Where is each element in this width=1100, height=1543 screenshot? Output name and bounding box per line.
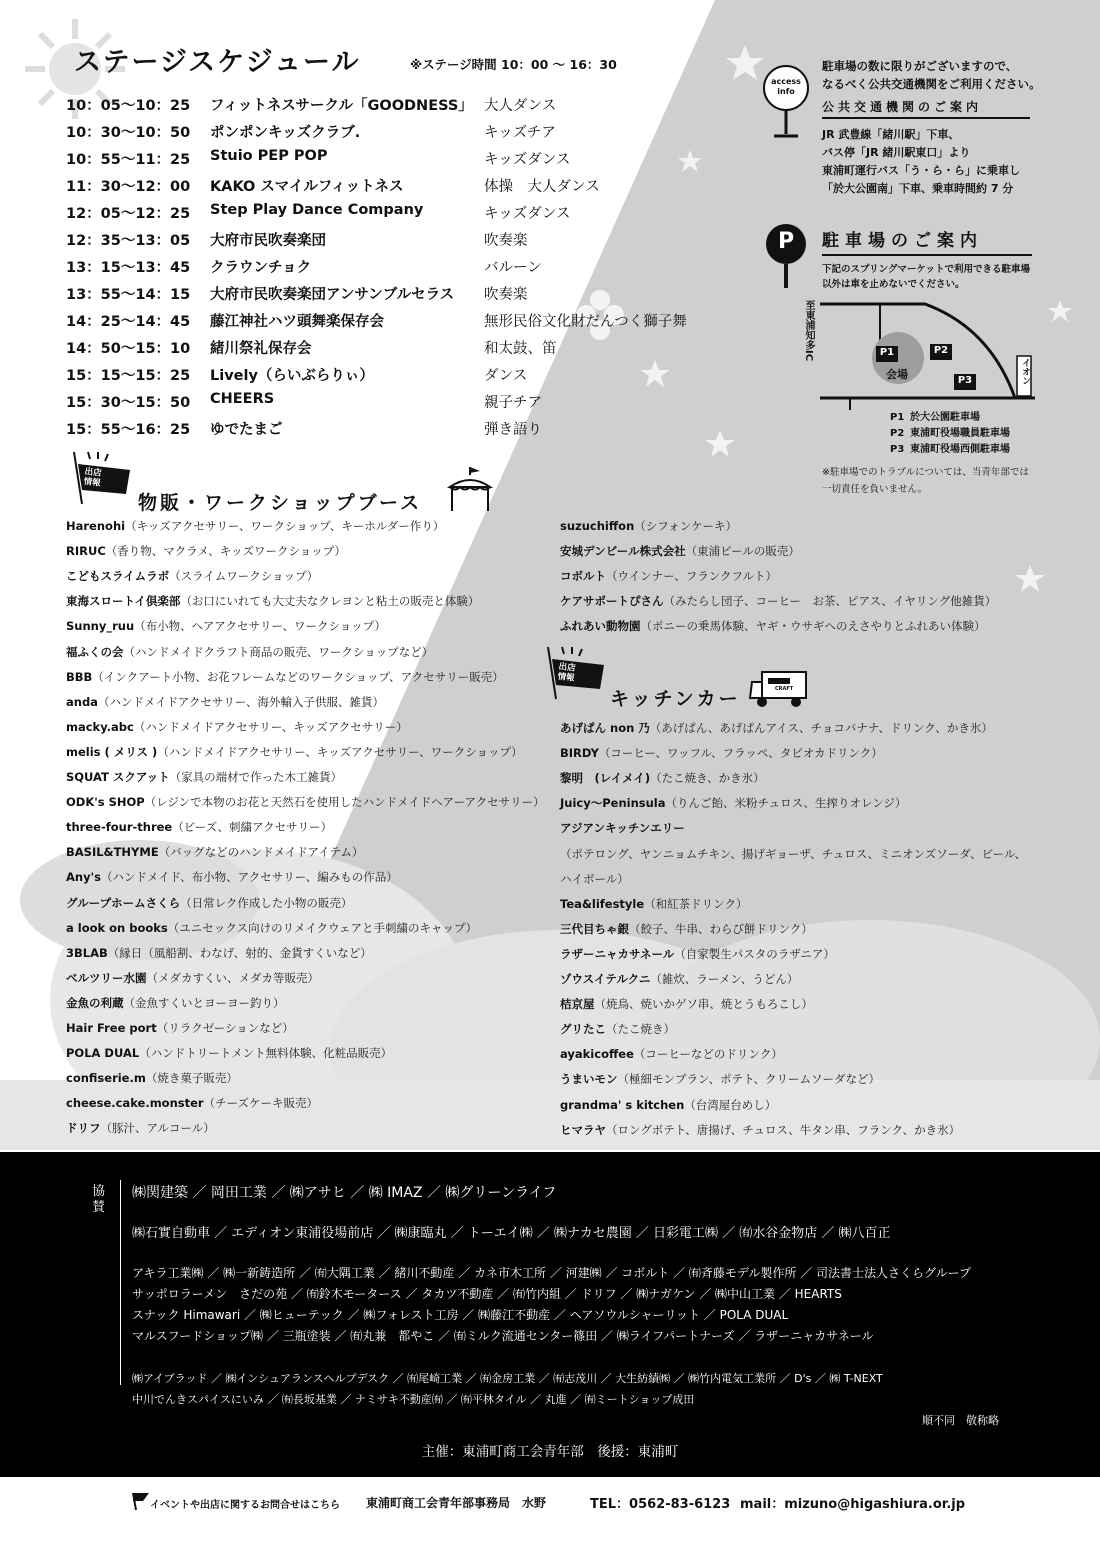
vendor-description: （シフォンケーキ） xyxy=(634,519,737,533)
stage-time: 10：55～11：25 xyxy=(66,152,191,168)
contact-lead: イベントや出店に関するお問合せはこちら xyxy=(150,1500,340,1511)
vendor-item xyxy=(66,539,346,564)
vendor-name: Sunny_ruu xyxy=(66,619,135,634)
stage-row xyxy=(66,418,706,445)
sponsor-line: サッポロラーメン さだの苑 ／ ㈲鈴木モータース ／ タカツ不動産 ／ ㈲竹内組 ／ ドリフ ／ ㈱ナガケン ／ ㈱中山工業 ／ HEARTS xyxy=(132,1287,842,1301)
parking-disclaimer-line1: ※駐車場でのトラブルについては、当青年部では xyxy=(822,467,1029,478)
vendor-name: Hair Free port xyxy=(66,1021,157,1035)
vendor-name: Harenohi xyxy=(66,519,126,533)
performance-genre: 吹奏楽 xyxy=(484,287,528,303)
stage-time: 14：25～14：45 xyxy=(66,314,191,330)
vendor-name: ODK's SHOP xyxy=(66,795,145,810)
stage-row xyxy=(66,283,706,310)
vendor-description: （雑炊、ラーメン、うどん） xyxy=(650,972,799,986)
vendor-name: ラザーニャカサネール xyxy=(560,946,675,961)
stage-row xyxy=(66,364,706,391)
parking-legend-text: 於大公園駐車場 xyxy=(910,412,980,423)
food-truck-label: CRAFT xyxy=(775,686,794,692)
contact-bar xyxy=(0,1477,1100,1543)
performer-name: ポンポンキッズクラブ. xyxy=(210,125,361,141)
stage-time: 13：55～14：15 xyxy=(66,287,191,303)
vendor-name: 東海スロートイ倶楽部 xyxy=(66,594,181,609)
tent-icon xyxy=(446,465,494,513)
vendor-item xyxy=(560,741,883,766)
vendor-item xyxy=(66,865,398,890)
vendor-name: Any's xyxy=(66,870,101,885)
sponsor-footer xyxy=(0,1152,1100,1477)
vendor-item xyxy=(560,992,813,1017)
vendor-description: （金魚すくいとヨーヨー釣り） xyxy=(123,995,285,1010)
vendor-item xyxy=(560,942,835,967)
kitchen-flag-line2: 情報 xyxy=(557,671,576,684)
parking-note xyxy=(822,262,1030,292)
booth-title: 物販・ワークショップブース xyxy=(138,492,423,514)
parking-disclaimer xyxy=(822,464,1029,498)
vendor-description: （コーヒーなどのドリンク） xyxy=(633,1047,783,1062)
vendor-item xyxy=(560,1017,675,1042)
performance-genre: 親子チア xyxy=(484,395,542,411)
parking-icon-letter: P xyxy=(777,229,795,254)
performer-name: Stuio PEP POP xyxy=(210,148,328,164)
access-badge-line1: access xyxy=(771,77,801,86)
stage-time: 11：30～12：00 xyxy=(66,179,191,195)
booth-flag-line2: 情報 xyxy=(83,476,102,489)
stage-row xyxy=(66,391,706,418)
vendor-description: （焼鳥、焼いかゲソ串、焼とうもろこし） xyxy=(594,997,813,1012)
vendor-name: grandma' s kitchen xyxy=(560,1097,685,1112)
vendor-name: 金魚の利蔵 xyxy=(66,995,124,1010)
vendor-item xyxy=(560,791,906,816)
vendor-description: （ハンドトリートメント無料体験、化粧品販売） xyxy=(139,1046,393,1061)
stage-row xyxy=(66,148,706,175)
performer-name: 藤江神社ハツ頭舞楽保存会 xyxy=(210,314,384,330)
stage-row xyxy=(66,94,706,121)
booth-flag-line1: 出店 xyxy=(84,466,103,479)
vendor-name: a look on books xyxy=(66,920,168,935)
vendor-item xyxy=(560,967,798,992)
vendor-item xyxy=(66,514,444,539)
vendor-name: コボルト xyxy=(560,569,606,584)
stage-row xyxy=(66,175,706,202)
performer-name: 緒川祭礼保存会 xyxy=(210,341,312,357)
vendor-description: （メダカすくい、メダカ等販売） xyxy=(146,970,319,985)
vendor-item xyxy=(66,740,523,765)
vendor-description: （和紅茶ドリンク） xyxy=(644,896,748,911)
vendor-name: Juicy～Peninsula xyxy=(560,796,666,811)
vendor-description: （レジンで本物のお花と天然石を使用したハンドメイドヘアーアクセサリー） xyxy=(144,795,545,810)
vendor-description: （餃子、牛串、わらび餅ドリンク） xyxy=(629,921,813,936)
vendor-name: BASIL&THYME xyxy=(66,845,159,860)
vendor-description: （リラクゼーションなど） xyxy=(156,1021,294,1035)
vendor-item xyxy=(66,640,433,665)
transit-directions xyxy=(822,126,1020,198)
parking-heading: 駐車場のご案内 xyxy=(822,226,1032,256)
map-venue-label: 会場 xyxy=(886,368,908,381)
vendor-name: 3BLAB xyxy=(66,945,108,960)
vendor-item xyxy=(66,815,332,840)
vendor-item xyxy=(560,892,747,917)
vendor-description: （チーズケーキ販売） xyxy=(203,1096,319,1111)
parking-legend-item xyxy=(890,442,1010,458)
parking-disclaimer-line2: 一切責任を負いません。 xyxy=(822,484,928,495)
sponsor-label-line1: 協 xyxy=(92,1184,106,1199)
stage-time: 10：30～10：50 xyxy=(66,125,191,141)
stage-time: 12：05～12：25 xyxy=(66,206,191,222)
map-p1: P1 xyxy=(879,347,895,358)
vendor-item xyxy=(66,916,477,941)
performance-genre: 吹奏楽 xyxy=(484,233,528,249)
stage-time: 14：50～15：10 xyxy=(66,341,191,357)
map-side-label: 至東浦知多IC xyxy=(803,300,814,362)
stage-title: ステージスケジュール xyxy=(74,47,361,78)
vendor-description: （インクアート小物、お花フレームなどのワークショップ、アクセサリー販売） xyxy=(92,669,504,684)
vendor-name: 三代目ちゃ銀 xyxy=(560,921,629,936)
sponsor-line: ㈱アイブラッド ／ ㈱インシュアランスヘルプデスク ／ ㈲尾崎工業 ／ ㈲金房工業 ／ ㈲志茂川 ／ 大生紡績㈱ ／ ㈱竹内電気工業所 ／ D's ／ ㈱ T-NEXT xyxy=(132,1372,883,1385)
contact-office: 東浦町商工会青年部事務局 水野 xyxy=(366,1496,547,1510)
flag-icon xyxy=(131,1491,151,1511)
vendor-name: melis ( メリス ) xyxy=(66,744,158,759)
vendor-item xyxy=(560,1118,960,1143)
vendor-description: （スライムワークショップ） xyxy=(169,569,319,584)
parking-legend-key: P2 xyxy=(890,428,905,439)
parking-legend-item xyxy=(890,426,1010,442)
vendor-description: （香り物、マクラメ、キッズワークショップ） xyxy=(105,544,346,559)
vendor-item xyxy=(66,966,319,991)
vendor-description: （ハンドメイド、布小物、アクセサリー、編みもの作品） xyxy=(100,870,398,885)
performer-name: 大府市民吹奏楽団 xyxy=(210,233,326,249)
vendor-item xyxy=(560,564,777,589)
vendor-item xyxy=(66,1066,238,1091)
stage-time: 12：35～13：05 xyxy=(66,233,191,249)
vendor-name: こどもスライムラボ xyxy=(66,569,170,584)
performer-name: ゆでたまご xyxy=(210,422,283,438)
vendor-name: ヒマラヤ xyxy=(560,1122,606,1137)
vendor-description: （縁日（風船割、わなげ、射的、金貨すくいなど） xyxy=(107,945,372,960)
vendor-description: （あげぱん、あげぱんアイス、チョコバナナ、ドリンク、かき氷） xyxy=(649,721,993,735)
performer-name: KAKO スマイルフィットネス xyxy=(210,179,404,195)
vendor-item xyxy=(560,539,800,564)
vendor-description: （たこ焼き） xyxy=(606,1022,675,1037)
vendor-item xyxy=(66,715,408,740)
vendor-description: （バッグなどのハンドメイドアイテム） xyxy=(158,845,364,860)
parking-legend-key: P1 xyxy=(890,412,905,423)
vendor-item xyxy=(560,614,986,639)
vendor-item xyxy=(66,765,342,790)
vendor-description: （みたらし団子、コーヒー お茶、ピアス、イヤリング他雑貨） xyxy=(663,594,997,609)
sponsor-order-note: 順不同 敬称略 xyxy=(922,1414,999,1427)
vendor-name: ゾウスイテルクニ xyxy=(560,972,651,986)
vendor-name: ケアサポートぴさん xyxy=(560,594,664,609)
performer-name: フィットネスサークル「GOODNESS」 xyxy=(210,98,473,114)
sponsor-tier2: ㈱石實自動車 ／ エディオン東浦役場前店 ／ ㈱康臨丸 ／ トーエイ㈱ ／ ㈱ナカセ農園 ／ 日彩電工㈱ ／ ㈲水谷金物店 ／ ㈱八百正 xyxy=(132,1226,891,1241)
stage-row xyxy=(66,310,706,337)
vendor-item xyxy=(560,816,685,841)
vendor-item xyxy=(66,1041,392,1066)
vendor-item xyxy=(66,1016,294,1041)
transit-line: バス停「JR 緒川駅東口」より xyxy=(822,146,971,159)
vendor-item xyxy=(560,1093,776,1118)
stage-row xyxy=(66,229,706,256)
vendor-name: ベルツリー水園 xyxy=(66,970,147,985)
vendor-item xyxy=(66,665,504,690)
vendor-name: suzuchiffon xyxy=(560,519,635,533)
organizer-line: 主催：東浦町商工会青年部 後援：東浦町 xyxy=(421,1444,679,1460)
transit-line: 「於大公園南」下車、乗車時間約 7 分 xyxy=(822,182,1014,195)
parking-legend xyxy=(890,410,1010,458)
sponsor-divider xyxy=(120,1180,121,1385)
vendor-description: （豚汁、アルコール） xyxy=(100,1121,215,1136)
performer-name: Lively（らいぶらりぃ） xyxy=(210,368,374,384)
vendor-item xyxy=(560,1067,880,1092)
map-p3: P3 xyxy=(957,375,973,386)
vendor-name: グループホームさくら xyxy=(66,895,181,910)
access-badge-line2: info xyxy=(777,87,795,96)
performance-genre: 無形民俗文化財だんつく獅子舞 xyxy=(484,314,687,330)
parking-legend-item xyxy=(890,410,1010,426)
vendor-description: （ハンドメイドクラフト商品の販売、ワークショップなど） xyxy=(123,644,434,659)
performance-genre: 和太鼓、笛 xyxy=(484,341,557,357)
vendor-item xyxy=(66,941,372,966)
vendor-name: SQUAT スクアット xyxy=(66,770,170,784)
transit-line: 東浦町運行バス「う・ら・ら」に乗車し xyxy=(822,164,1020,177)
vendor-name: あげぱん non 乃 xyxy=(560,721,650,735)
performer-name: CHEERS xyxy=(210,391,275,407)
transit-line: JR 武豊線「緒川駅」下車、 xyxy=(822,128,960,141)
vendor-item xyxy=(560,1042,783,1067)
performance-genre: キッズチア xyxy=(484,125,556,141)
vendor-item xyxy=(66,1116,215,1141)
sponsor-line: マルスフードショップ㈱ ／ 三瓶塗装 ／ ㈲丸兼 都やこ ／ ㈲ミルク流通センター篠田 ／ ㈱ライフパートナーズ ／ ラザーニャカサネール xyxy=(132,1329,874,1343)
performance-genre: 弾き語り xyxy=(484,422,542,438)
vendor-item xyxy=(66,991,285,1016)
vendor-name: 福ふくの会 xyxy=(66,644,124,659)
parking-legend-key: P3 xyxy=(890,444,905,455)
vendor-description: （ハンドメイドアクセサリー、キッズアクセサリー、ワークショップ） xyxy=(157,744,523,759)
vendor-item xyxy=(66,840,363,865)
parking-note-line1: 下記のスプリングマーケットで利用できる駐車場 xyxy=(822,264,1030,275)
vendor-description: （焼き菓子販売） xyxy=(145,1071,238,1086)
vendor-name: 桔京屋 xyxy=(560,997,595,1012)
vendor-name: anda xyxy=(66,694,98,709)
access-intro xyxy=(822,57,1041,93)
vendor-item xyxy=(560,917,813,942)
vendor-name: cheese.cake.monster xyxy=(66,1096,204,1111)
stage-row xyxy=(66,121,706,148)
vendor-description: （ポニーの乗馬体験、ヤギ・ウサギへのえさやりとふれあい体験） xyxy=(640,619,986,634)
performance-genre: キッズダンス xyxy=(484,206,571,222)
vendor-description: （自家製生パスタのラザニア） xyxy=(674,946,835,961)
vendor-item xyxy=(560,716,993,741)
vendor-item xyxy=(560,514,737,539)
vendor-description: （ポテロング、ヤンニョムチキン、揚げギョーザ、チュロス、ミニオンズソーダ、ビール、 xyxy=(560,846,1026,861)
vendor-description: （たこ焼き、かき氷） xyxy=(650,771,765,786)
vendor-item xyxy=(66,1091,318,1116)
vendor-item xyxy=(66,614,386,639)
vendor-description: （ウインナー、フランクフルト） xyxy=(606,569,778,584)
vendor-description: （ロングポテト、唐揚げ、チュロス、牛タン串、フランク、かき氷） xyxy=(606,1122,961,1137)
performer-name: Step Play Dance Company xyxy=(210,202,424,218)
vendor-name: グリたこ xyxy=(560,1022,606,1037)
contact-tel: TEL：0562-83-6123 xyxy=(590,1497,731,1512)
performance-genre: 体操 大人ダンス xyxy=(484,179,600,195)
vendor-item xyxy=(66,564,318,589)
parking-legend-text: 東浦町役場西側駐車場 xyxy=(910,444,1010,455)
vendor-item xyxy=(66,589,479,614)
stage-time-note: ※ステージ時間 10：00 ～ 16：30 xyxy=(410,57,617,72)
performance-genre: バルーン xyxy=(484,260,542,276)
sponsor-tier1: ㈱関建築 ／ 岡田工業 ／ ㈱アサヒ ／ ㈱ IMAZ ／ ㈱グリーンライフ xyxy=(132,1185,557,1201)
performance-genre: 大人ダンス xyxy=(484,98,557,114)
stage-time: 10：05～10：25 xyxy=(66,98,191,114)
vendor-description: （極細モンブラン、ポテト、クリームソーダなど） xyxy=(617,1072,881,1087)
access-intro-line1: 駐車場の数に限りがございますので、 xyxy=(822,59,1018,73)
stage-time: 15：15～15：25 xyxy=(66,368,191,384)
vendor-name: ドリフ xyxy=(66,1121,101,1136)
vendor-description: （ハンドメイドアクセサリー、キッズアクセサリー） xyxy=(133,719,408,734)
performer-name: 大府市民吹奏楽団アンサンブルセラス xyxy=(210,287,455,303)
vendor-item xyxy=(66,690,384,715)
performer-name: クラウンチョク xyxy=(210,260,312,276)
vendor-description: ハイボール） xyxy=(560,871,629,886)
sponsor-label-line2: 賛 xyxy=(92,1200,106,1215)
vendor-name: macky.abc xyxy=(66,719,134,734)
vendor-name: confiserie.m xyxy=(66,1071,146,1086)
stage-row xyxy=(66,202,706,229)
vendor-item xyxy=(66,891,352,916)
stage-time: 15：55～16：25 xyxy=(66,422,191,438)
access-intro-line2: なるべく公共交通機関をご利用ください。 xyxy=(822,77,1041,91)
vendor-description: （台湾屋台めし） xyxy=(684,1097,777,1112)
vendor-description: （ユニセックス向けのリメイクウェアと手刺繍のキャップ） xyxy=(167,920,478,935)
kitchen-title: キッチンカー xyxy=(610,688,741,710)
vendor-name: BBB xyxy=(66,669,93,684)
sponsor-line: 中川でんきスパイスにいみ ／ ㈲長坂基業 ／ ナミサキ不動産㈲ ／ ㈲平林タイル ／ 丸進 ／ ㈲ミートショップ成田 xyxy=(132,1393,695,1406)
vendor-name: POLA DUAL xyxy=(66,1046,140,1061)
performance-genre: ダンス xyxy=(484,368,528,384)
vendor-item xyxy=(66,790,545,815)
map-aeon-label: イオン xyxy=(1020,358,1030,385)
vendor-description: （キッズアクセサリー、ワークショップ、キーホルダー作り） xyxy=(125,519,445,533)
vendor-item xyxy=(560,766,765,791)
vendor-description: （お口にいれても大丈夫なクレヨンと粘土の販売と体験） xyxy=(180,594,480,609)
vendor-description: （コーヒー、ワッフル、フラッペ、タピオカドリンク） xyxy=(598,746,883,761)
stage-time: 13：15～13：45 xyxy=(66,260,191,276)
vendor-item xyxy=(560,842,1026,867)
vendor-description: （東浦ビールの販売） xyxy=(685,544,800,559)
access-info-sign-icon xyxy=(758,64,814,144)
contact-mail: mail：mizuno@higashiura.or.jp xyxy=(740,1497,966,1512)
sponsor-line: アキラ工業㈱ ／ ㈱一新鋳造所 ／ ㈲大隅工業 ／ 緒川不動産 ／ カネ市木工所 ／ 河建㈱ ／ コボルト ／ ㈲斉藤モデル製作所 ／ 司法書士法人さくらグループ xyxy=(132,1266,971,1280)
vendor-name: three-four-three xyxy=(66,820,173,835)
stage-time: 15：30～15：50 xyxy=(66,395,191,411)
vendor-name: ふれあい動物園 xyxy=(560,619,641,634)
transit-heading: 公共交通機関のご案内 xyxy=(822,98,1030,119)
vendor-name: 安城デンビール株式会社 xyxy=(560,544,686,559)
vendor-name: うまいモン xyxy=(560,1072,618,1087)
performance-genre: キッズダンス xyxy=(484,152,571,168)
vendor-name: アジアンキッチンエリー xyxy=(560,821,685,836)
vendor-name: ayakicoffee xyxy=(560,1047,634,1062)
sponsor-label xyxy=(92,1184,105,1216)
vendor-name: Tea&lifestyle xyxy=(560,896,645,911)
parking-legend-text: 東浦町役場職員駐車場 xyxy=(910,428,1010,439)
sponsor-line: スナック Himawari ／ ㈱ヒューテック ／ ㈱フォレスト工房 ／ ㈱藤江不動産 ／ ヘアソウルシャーリット ／ POLA DUAL xyxy=(132,1308,789,1322)
vendor-description: （家具の端材で作った木工雑貨） xyxy=(169,770,343,784)
stage-row xyxy=(66,256,706,283)
parking-map xyxy=(820,298,1035,413)
vendor-description: （ビーズ、刺繍アクセサリー） xyxy=(172,820,333,835)
vendor-description: （りんご飴、米粉チュロス、生搾りオレンジ） xyxy=(665,796,907,811)
stage-row xyxy=(66,337,706,364)
vendor-item xyxy=(560,589,996,614)
vendor-item xyxy=(560,867,629,892)
vendor-description: （ハンドメイドアクセサリー、海外輸入子供服、雑貨） xyxy=(97,694,384,709)
map-p2: P2 xyxy=(933,345,949,356)
kitchen-flag-line1: 出店 xyxy=(558,661,577,674)
parking-note-line2: 以外は車を止めないでください。 xyxy=(822,279,965,290)
vendor-name: RIRUC xyxy=(66,544,106,559)
vendor-name: 黎明 (レイメイ) xyxy=(560,771,651,786)
vendor-name: BIRDY xyxy=(560,746,599,761)
vendor-description: （日常レク作成した小物の販売） xyxy=(180,895,353,910)
vendor-description: （布小物、ヘアアクセサリー、ワークショップ） xyxy=(134,619,386,634)
